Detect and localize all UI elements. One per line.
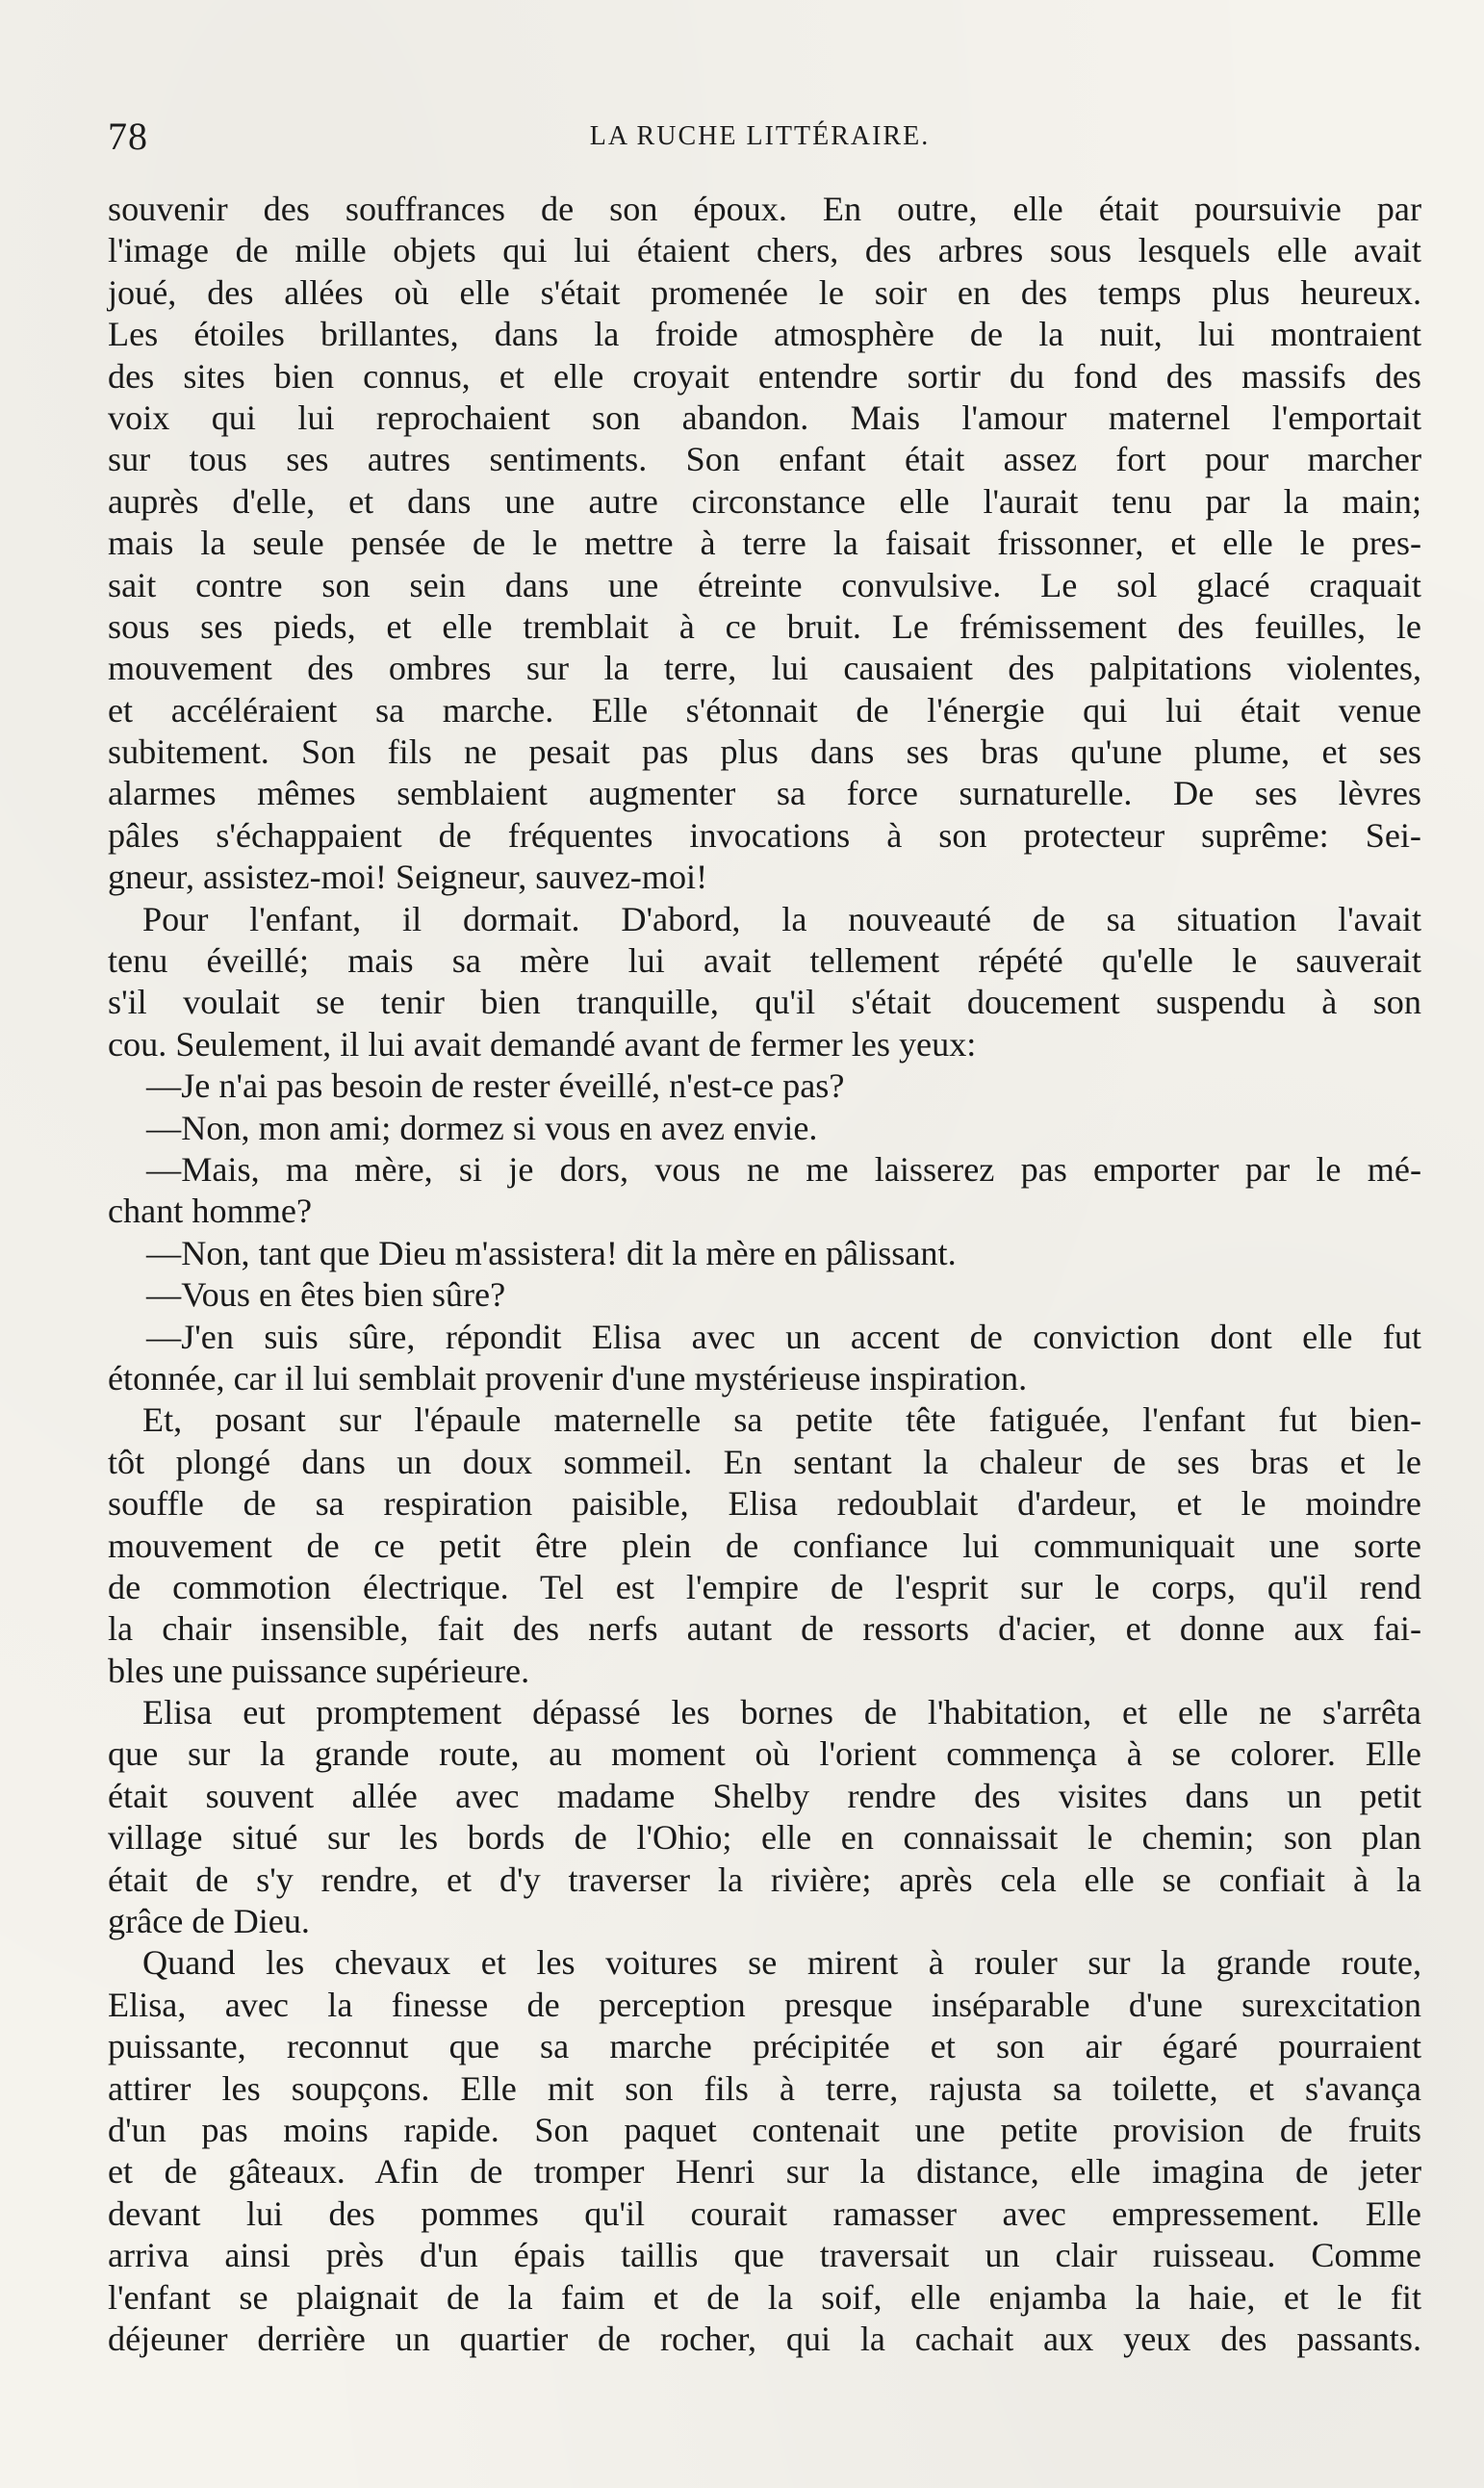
text-line: et de gâteaux. Afin de tromper Henri sur la distance, elle imagina de jeter (108, 2152, 1421, 2192)
text-line: d'un pas moins rapide. Son paquet contenait une petite provision de fruits (108, 2110, 1421, 2149)
text-line: l'image de mille objets qui lui étaient chers, des arbres sous lesquels elle avait (108, 231, 1421, 270)
running-title: LA RUCHE LITTÉRAIRE. (589, 121, 931, 151)
text-line: Elisa, avec la finesse de perception presque inséparable d'une surexcitation (108, 1985, 1421, 2024)
text-line: subitement. Son fils ne pesait pas plus dans ses bras qu'une plume, et ses (108, 732, 1421, 772)
text-line: étonnée, car il lui semblait provenir d'une mystérieuse inspiration. (108, 1358, 1028, 1398)
text-line: mais la seule pensée de le mettre à terre la faisait frissonner, et elle le pres- (108, 524, 1421, 563)
text-line: mouvement des ombres sur la terre, lui causaient des palpitations violentes, (108, 649, 1421, 688)
text-line: gneur, assistez-moi! Seigneur, sauvez-moi! (108, 858, 708, 897)
text-line: —Non, tant que Dieu m'assistera! dit la mère en pâlissant. (146, 1233, 957, 1272)
text-line: —Vous en êtes bien sûre? (146, 1275, 506, 1315)
text-line: était de s'y rendre, et d'y traverser la rivière; après cela elle se confiait à la (108, 1860, 1421, 1899)
text-line: arriva ainsi près d'un épais taillis que traversait un clair ruisseau. Comme (108, 2236, 1421, 2275)
text-line: grâce de Dieu. (108, 1902, 310, 1941)
text-line: sous ses pieds, et elle tremblait à ce bruit. Le frémissement des feuilles, le (108, 606, 1421, 646)
text-line: s'il voulait se tenir bien tranquille, qu'il s'était doucement suspendu à son (108, 983, 1421, 1022)
text-line: tenu éveillé; mais sa mère lui avait tellement répété qu'elle le sauverait (108, 941, 1421, 981)
text-line: —J'en suis sûre, répondit Elisa avec un accent de conviction dont elle fut (146, 1317, 1421, 1356)
text-line: Les étoiles brillantes, dans la froide atmosphère de la nuit, lui montraient (108, 315, 1421, 354)
text-line: —Non, mon ami; dormez si vous en avez envie. (146, 1108, 818, 1147)
text-line: auprès d'elle, et dans une autre circonstance elle l'aurait tenu par la main; (108, 481, 1421, 521)
text-line: —Mais, ma mère, si je dors, vous ne me laisserez pas emporter par le mé- (146, 1149, 1421, 1189)
text-line: souffle de sa respiration paisible, Elisa redoublait d'ardeur, et le moindre (108, 1484, 1421, 1524)
text-line: Pour l'enfant, il dormait. D'abord, la nouveauté de sa situation l'avait (142, 899, 1421, 938)
page-number: 78 (108, 115, 148, 158)
text-line: voix qui lui reprochaient son abandon. Mais l'amour maternel l'emportait (108, 398, 1421, 437)
text-line: chant homme? (108, 1192, 313, 1231)
text-line: déjeuner derrière un quartier de rocher, qui la cachait aux yeux des passants. (108, 2319, 1421, 2358)
text-line: pâles s'échappaient de fréquentes invocations à son protecteur suprême: Sei- (108, 815, 1421, 855)
body-text (108, 189, 1421, 2360)
text-line: devant lui des pommes qu'il courait ramasser avec empressement. Elle (108, 2193, 1421, 2233)
text-line: sait contre son sein dans une étreinte convulsive. Le sol glacé craquait (108, 565, 1421, 604)
text-line: Quand les chevaux et les voitures se mirent à rouler sur la grande route, (142, 1943, 1421, 1983)
text-line: bles une puissance supérieure. (108, 1651, 530, 1690)
text-line: de commotion électrique. Tel est l'empire de l'esprit sur le corps, qu'il rend (108, 1567, 1421, 1606)
text-line: Et, posant sur l'épaule maternelle sa petite tête fatiguée, l'enfant fut bien- (142, 1400, 1421, 1440)
text-line: attirer les soupçons. Elle mit son fils à terre, rajusta sa toilette, et s'avança (108, 2068, 1421, 2108)
text-line: Elisa eut promptement dépassé les bornes de l'habitation, et elle ne s'arrêta (142, 1693, 1421, 1732)
text-line: mouvement de ce petit être plein de confiance lui communiquait une sorte (108, 1526, 1421, 1565)
text-line: joué, des allées où elle s'était promenée le soir en des temps plus heureux. (108, 272, 1421, 312)
running-head (108, 114, 1412, 162)
text-line: des sites bien connus, et elle croyait entendre sortir du fond des massifs des (108, 356, 1421, 396)
text-line: était souvent allée avec madame Shelby rendre des visites dans un petit (108, 1776, 1421, 1815)
text-line: la chair insensible, fait des nerfs autant de ressorts d'acier, et donne aux fai- (108, 1609, 1421, 1649)
text-line: l'enfant se plaignait de la faim et de la soif, elle enjamba la haie, et le fit (108, 2277, 1421, 2317)
text-line: sur tous ses autres sentiments. Son enfant était assez fort pour marcher (108, 440, 1421, 479)
text-line: tôt plongé dans un doux sommeil. En sentant la chaleur de ses bras et le (108, 1442, 1421, 1481)
text-line: —Je n'ai pas besoin de rester éveillé, n'est-ce pas? (146, 1066, 845, 1106)
text-line: souvenir des souffrances de son époux. En outre, elle était poursuivie par (108, 190, 1421, 228)
text-line: puissante, reconnut que sa marche précipitée et son air égaré pourraient (108, 2027, 1421, 2066)
text-line: alarmes mêmes semblaient augmenter sa force surnaturelle. De ses lèvres (108, 774, 1421, 813)
text-line: cou. Seulement, il lui avait demandé avant de fermer les yeux: (108, 1024, 977, 1064)
text-line: village situé sur les bords de l'Ohio; elle en connaissait le chemin; son plan (108, 1818, 1421, 1858)
text-line: que sur la grande route, au moment où l'orient commença à se colorer. Elle (108, 1734, 1421, 1774)
text-line: et accéléraient sa marche. Elle s'étonnait de l'énergie qui lui était venue (108, 690, 1421, 730)
